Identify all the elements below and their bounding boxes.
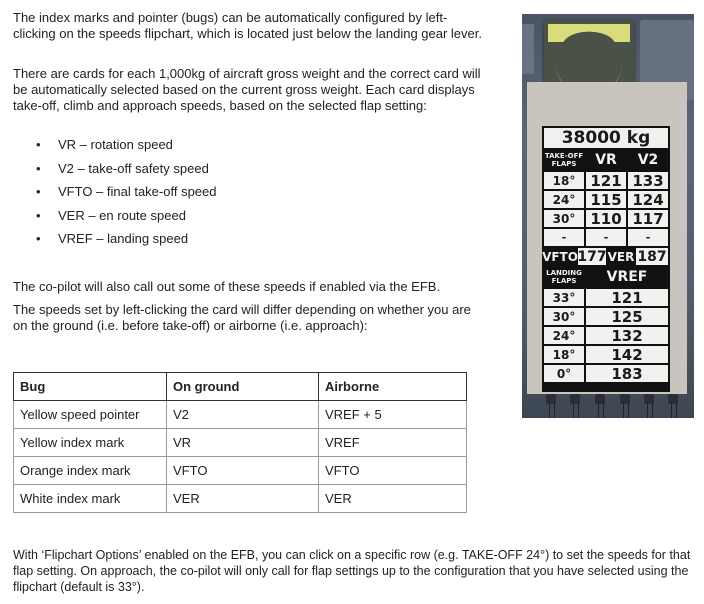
takeoff-row-30[interactable]	[544, 210, 668, 227]
landing-row-30[interactable]	[544, 308, 668, 325]
cell-bug: White index mark	[14, 485, 167, 513]
list-item: • VFTO – final take-off speed	[36, 184, 217, 199]
v2-cell: -	[628, 229, 668, 246]
vref-cell: 125	[586, 308, 668, 325]
binding-ring-icon	[570, 394, 580, 418]
landing-row-0[interactable]	[544, 365, 668, 382]
flaps-cell: 33°	[544, 289, 584, 306]
speed-definitions-list	[13, 137, 217, 255]
landing-row-18[interactable]	[544, 346, 668, 363]
column-header-airborne: Airborne	[319, 373, 467, 401]
table-row	[14, 485, 467, 513]
bullet-icon: •	[36, 231, 41, 246]
vr-header: VR	[586, 150, 626, 170]
vr-cell: 110	[586, 210, 626, 227]
bug-table	[13, 372, 467, 513]
landing-row-33[interactable]	[544, 289, 668, 306]
intro-paragraph-2: There are cards for each 1,000kg of aircraft gross weight and the correct card will be automatically selected based on the current gross weight. Each card displays take-off, climb and approach speeds, based on the selected flap setting:	[13, 66, 481, 113]
cell-airborne: VER	[319, 485, 467, 513]
vfto-ver-row	[544, 248, 668, 265]
vref-cell: 183	[586, 365, 668, 382]
speeds-flipchart-card[interactable]	[542, 126, 670, 392]
vfto-label: VFTO	[542, 249, 578, 264]
landing-row-24[interactable]	[544, 327, 668, 344]
gross-weight-label: 38000 kg	[544, 128, 668, 148]
table-row	[14, 457, 467, 485]
cell-on-ground: VFTO	[167, 457, 319, 485]
list-item: • VR – rotation speed	[36, 137, 173, 152]
flaps-cell: 18°	[544, 346, 584, 363]
v2-cell: 124	[628, 191, 668, 208]
v2-cell: 117	[628, 210, 668, 227]
list-item: • V2 – take-off safety speed	[36, 160, 209, 176]
cell-on-ground: V2	[167, 401, 319, 429]
flaps-cell: 0°	[544, 365, 584, 382]
cell-airborne: VREF	[319, 429, 467, 457]
cell-airborne: VFTO	[319, 457, 467, 485]
cell-bug: Yellow speed pointer	[14, 401, 167, 429]
list-item: • VREF – landing speed	[36, 231, 189, 246]
vref-cell: 142	[586, 346, 668, 363]
vr-cell: 115	[586, 191, 626, 208]
binding-ring-icon	[595, 394, 605, 418]
ver-label: VER	[607, 249, 635, 264]
bullet-icon: •	[36, 207, 41, 223]
cell-on-ground: VR	[167, 429, 319, 457]
column-header-bug: Bug	[14, 373, 167, 401]
flipchart-binding-rings	[544, 394, 684, 418]
takeoff-header-row	[544, 150, 668, 170]
bullet-icon: •	[36, 137, 41, 152]
cell-on-ground: VER	[167, 485, 319, 513]
bullet-icon: •	[36, 160, 41, 176]
flipchart-photo	[522, 14, 694, 418]
takeoff-row-blank	[544, 229, 668, 246]
binding-ring-icon	[620, 394, 630, 418]
table-row	[14, 401, 467, 429]
panel-recess	[522, 24, 534, 74]
ver-value: 187	[637, 248, 667, 265]
flaps-cell: 24°	[544, 191, 584, 208]
landing-flaps-header: LANDING FLAPS	[544, 267, 584, 287]
vref-cell: 132	[586, 327, 668, 344]
takeoff-row-24[interactable]	[544, 191, 668, 208]
landing-header-row	[544, 267, 668, 287]
flaps-cell: 18°	[544, 172, 584, 189]
vref-cell: 121	[586, 289, 668, 306]
copilot-paragraph: The co-pilot will also call out some of these speeds if enabled via the EFB.	[13, 279, 441, 294]
vfto-value: 177	[577, 248, 607, 265]
flaps-cell: 30°	[544, 308, 584, 325]
flaps-cell: 30°	[544, 210, 584, 227]
v2-cell: 133	[628, 172, 668, 189]
flaps-cell: -	[544, 229, 584, 246]
vref-header: VREF	[586, 267, 668, 287]
cell-bug: Yellow index mark	[14, 429, 167, 457]
bullet-icon: •	[36, 184, 41, 199]
flaps-cell: 24°	[544, 327, 584, 344]
flipchart-options-paragraph: With ‘Flipchart Options’ enabled on the EFB, you can click on a specific row (e.g. TAKE-OFF 24°) to set the speeds for that flap setting. On approach, the co-pilot will only call for flap settings up to the configuration that you have selected using the flipchart (default is 33°).	[13, 548, 691, 594]
intro-paragraph-1: The index marks and pointer (bugs) can be automatically configured by left-clicking on the speeds flipchart, which is located just below the landing gear lever.	[13, 10, 482, 41]
table-row	[14, 429, 467, 457]
takeoff-flaps-header: TAKE-OFF FLAPS	[544, 152, 584, 168]
table-header-row	[14, 373, 467, 401]
list-item: • VER – en route speed	[36, 207, 186, 223]
vr-cell: -	[586, 229, 626, 246]
cell-airborne: VREF + 5	[319, 401, 467, 429]
vr-cell: 121	[586, 172, 626, 189]
column-header-on-ground: On ground	[167, 373, 319, 401]
binding-ring-icon	[546, 394, 556, 418]
cell-bug: Orange index mark	[14, 457, 167, 485]
v2-header: V2	[628, 150, 668, 170]
takeoff-row-18[interactable]	[544, 172, 668, 189]
binding-ring-icon	[644, 394, 654, 418]
speeds-paragraph: The speeds set by left-clicking the card will differ depending on whether you are on the ground (i.e. before take-off) or airborne (i.e. approach):	[13, 302, 471, 333]
binding-ring-icon	[668, 394, 678, 418]
